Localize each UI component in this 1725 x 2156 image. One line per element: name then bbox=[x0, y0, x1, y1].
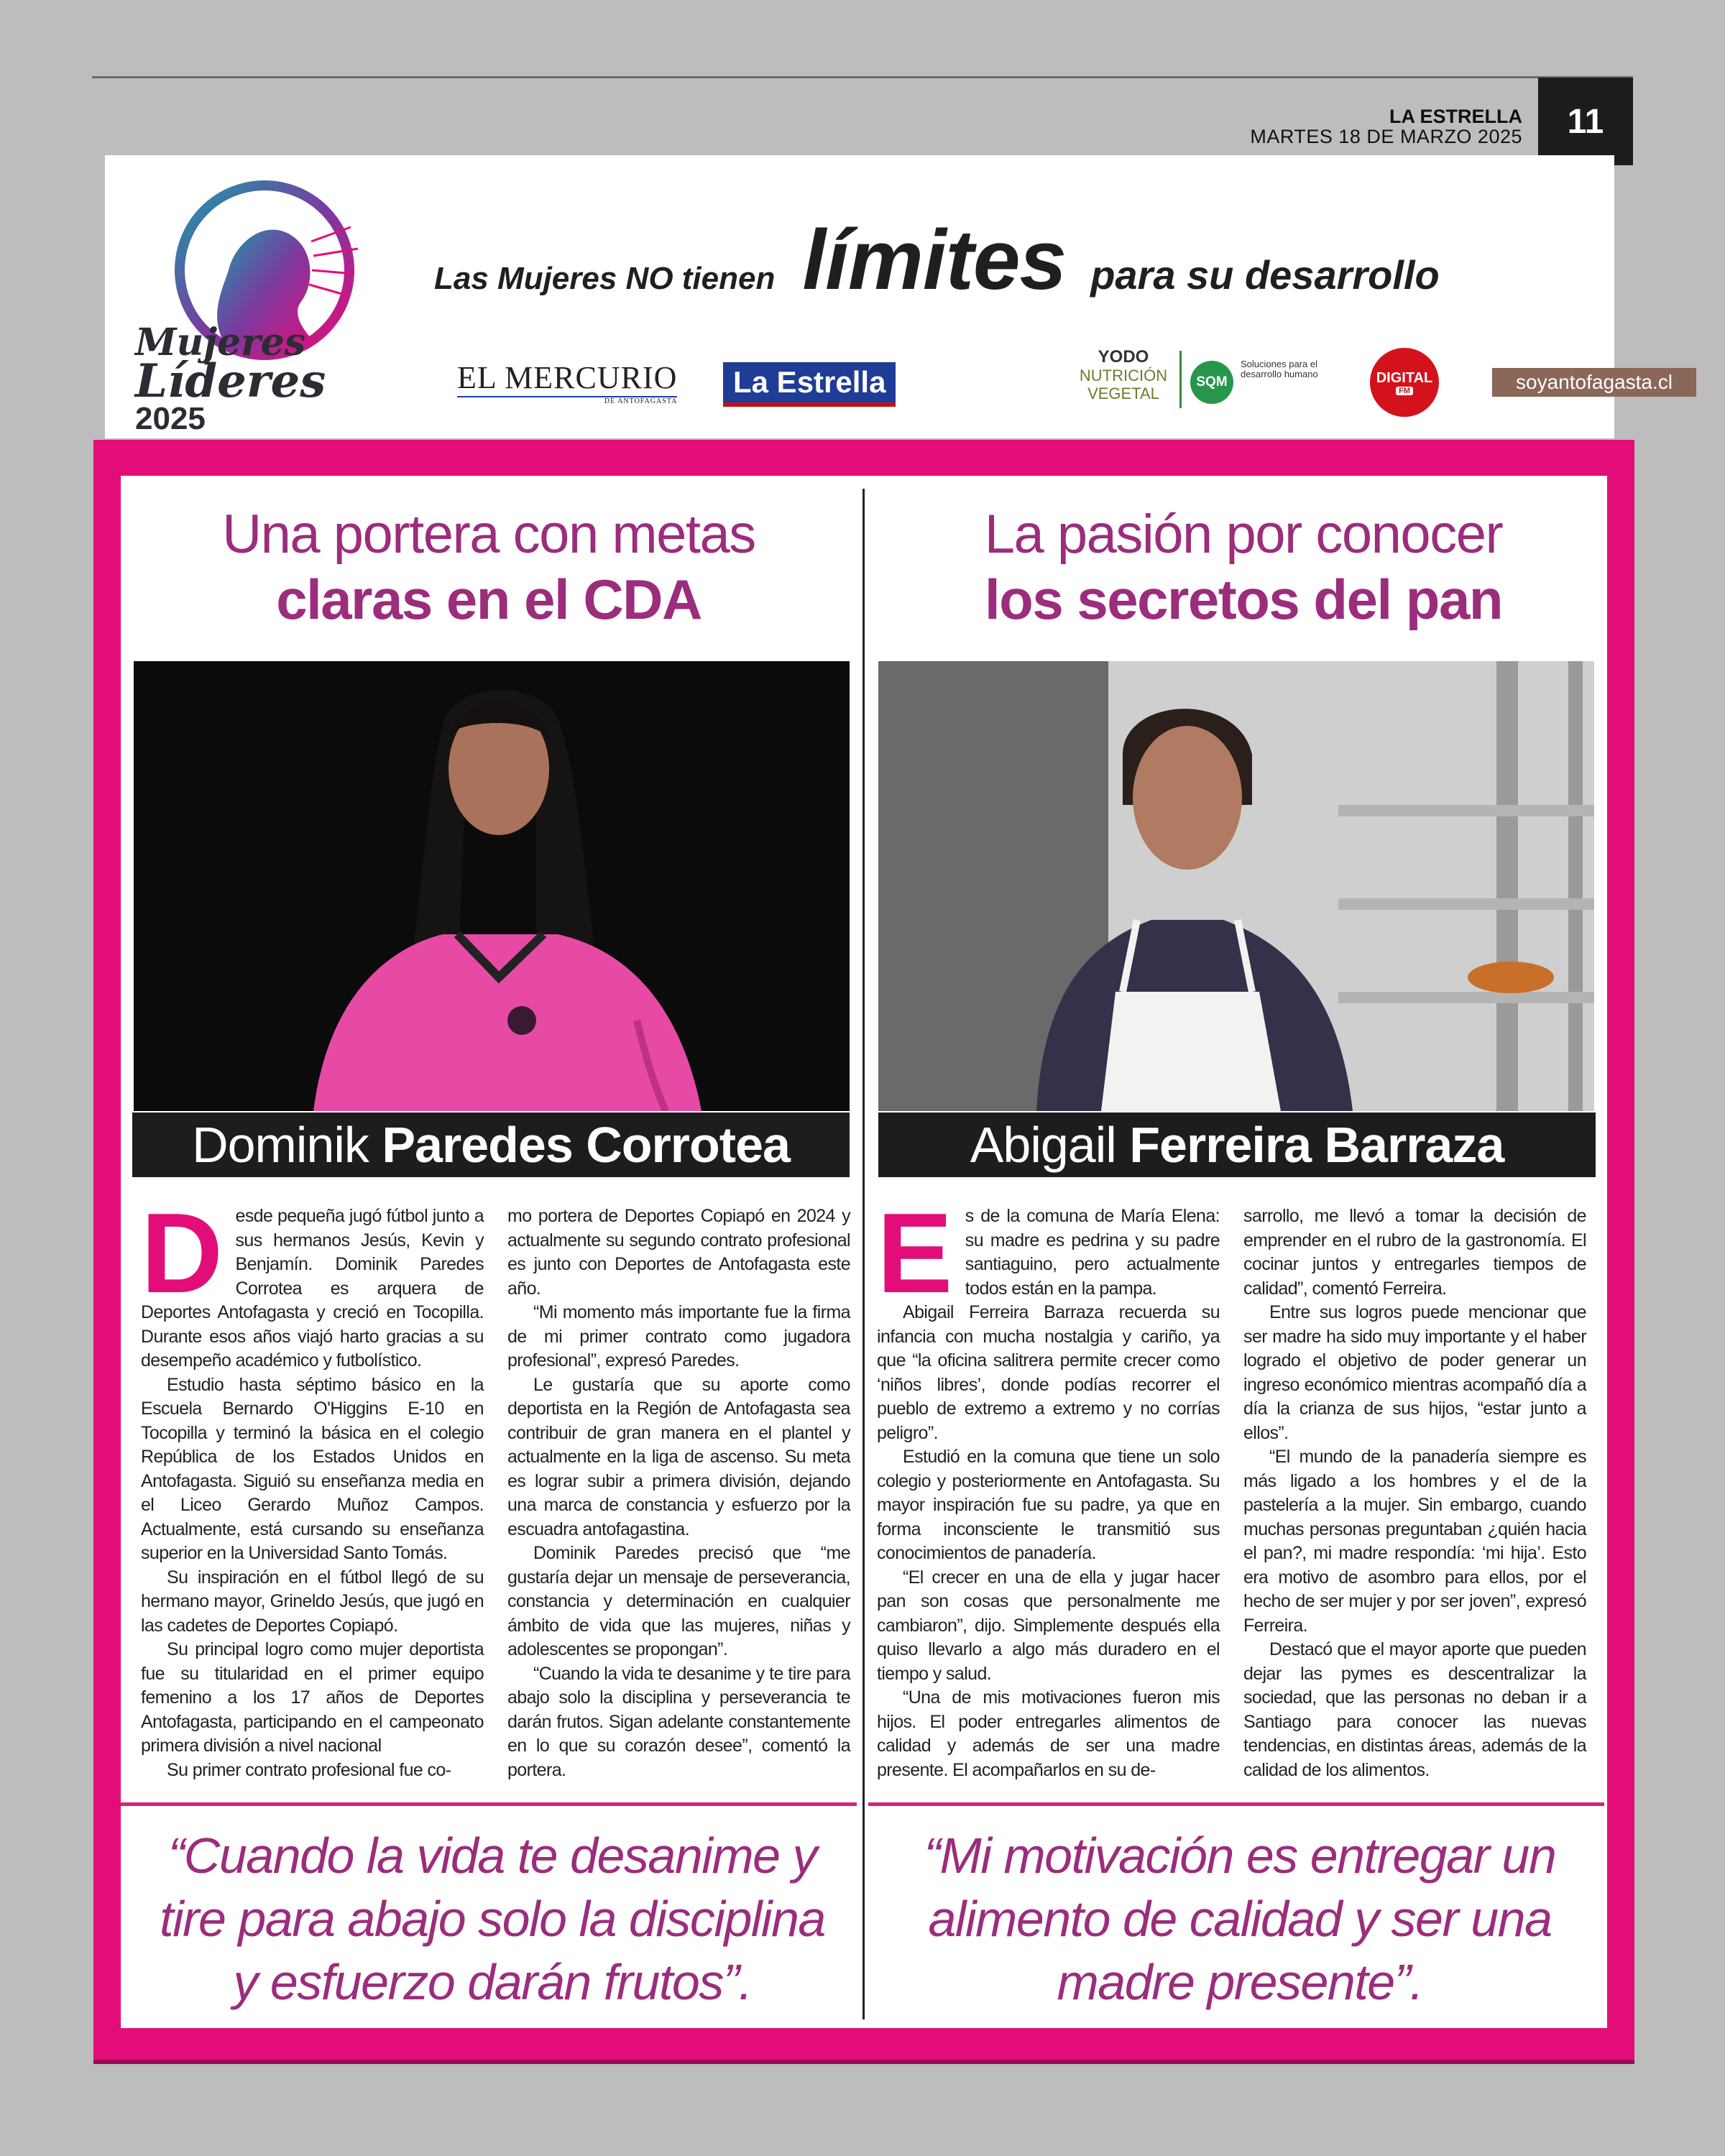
sqm-tagline: Soluciones para el desarrollo humano bbox=[1241, 359, 1318, 380]
page-number: 11 bbox=[1538, 78, 1633, 165]
paragraph: “Una de mis motivaciones fueron mis hijos. El poder entregarles alimentos de calidad y además de ser una madre presente. El acompañarlos en su de- bbox=[877, 1687, 1220, 1780]
logo-year: 2025 bbox=[135, 401, 206, 437]
paragraph: “El mundo de la panadería siempre es más ligado a los hombres y el de la pastelería a la mujer. Sin embargo, cuando muchas personas preguntaban ¿quién hacia el pan?, mi madre respondía: ‘mi hija’. Esto era motivo de asombro para ellos, por el hecho de ser mujer y por ser joven”, expresó Ferreira. bbox=[1243, 1447, 1586, 1636]
el-mercurio-name: EL MERCURIO bbox=[457, 360, 678, 395]
sponsor-divider bbox=[1179, 351, 1182, 408]
right-last-name: Ferreira Barraza bbox=[1129, 1117, 1504, 1173]
tagline-part3: para su desarrollo bbox=[1090, 252, 1440, 298]
digital-label: DIGITAL bbox=[1376, 369, 1433, 386]
tagline-part1: Las Mujeres NO tienen bbox=[434, 261, 776, 296]
yodo-line3: VEGETAL bbox=[1087, 384, 1159, 402]
logo-line2: Líderes bbox=[135, 354, 326, 409]
paragraph: Su inspiración en el fútbol llegó de su hermano mayor, Grineldo Jesús, que jugó en las cadetes de Deportes Copiapó. bbox=[141, 1567, 484, 1636]
el-mercurio-logo bbox=[457, 359, 677, 405]
paragraph: s de la comuna de María Elena: su madre es pedrina y su padre santiaguino, pero actualmente todos están en la pampa. bbox=[965, 1206, 1220, 1299]
baker-photo bbox=[878, 661, 1594, 1111]
right-body-col2 bbox=[1243, 1204, 1586, 1782]
left-name-bar bbox=[132, 1112, 850, 1177]
right-portrait-photo bbox=[878, 661, 1594, 1111]
sponsor-strip bbox=[457, 345, 1673, 417]
tagline-part2: límites bbox=[802, 213, 1067, 308]
sqm-logo: SQM bbox=[1190, 361, 1233, 404]
paragraph: sarrollo, me llevó a tomar la decisión de emprender en el rubro de la gastronomía. El cocinar juntos y entregarles tiempos de calidad”, comentó Ferreira. bbox=[1243, 1206, 1586, 1299]
paragraph: esde pequeña jugó fútbol junto a sus hermanos Jesús, Kevin y Benjamín. Dominik Paredes Corrotea es arquera de Deportes Antofagasta y creció en Tocopilla. Durante esos años viajó harto gracias a su desempeño académico y futbolístico. bbox=[141, 1206, 484, 1370]
paragraph: Dominik Paredes precisó que “me gustaría dejar un mensaje de perseverancia, constancia y determinación en cualquier ámbito de vida que las mujeres, niñas y adolescentes se propongan”. bbox=[507, 1543, 850, 1659]
el-mercurio-sub: DE ANTOFAGASTA bbox=[457, 396, 677, 405]
logo-wordmark bbox=[135, 321, 380, 437]
right-body-col1 bbox=[877, 1190, 1220, 1782]
logo-line1: Mujeres bbox=[135, 321, 306, 364]
right-first-name: Abigail bbox=[970, 1117, 1116, 1173]
soyantofagasta-logo: soyantofagasta.cl bbox=[1492, 368, 1696, 397]
right-dropcap: E bbox=[877, 1190, 952, 1317]
right-title-bold: los secretos del pan bbox=[985, 568, 1502, 631]
la-estrella-logo: La Estrella bbox=[723, 362, 896, 407]
left-article-title bbox=[129, 503, 848, 632]
column-divider bbox=[862, 489, 865, 2019]
issue-date: MARTES 18 DE MARZO 2025 bbox=[1250, 126, 1522, 148]
right-quote-rule bbox=[868, 1802, 1604, 1806]
left-first-name: Dominik bbox=[192, 1117, 369, 1173]
left-quote-rule bbox=[121, 1802, 857, 1806]
digital-fm-label: FM bbox=[1396, 387, 1413, 395]
paragraph: Estudió en la comuna que tiene un solo colegio y posteriormente en Antofagasta. Su mayor inspiración fue su padre, ya que en forma inconsciente le transmitió sus conocimientos de panadería. bbox=[877, 1447, 1220, 1563]
paragraph: Entre sus logros puede mencionar que ser madre ha sido muy importante y el haber logrado el objetivo de poder generar un ingreso económico mientras acompañó día a día la crianza de sus hijos, “estar junto a ellos”. bbox=[1243, 1302, 1586, 1443]
left-dropcap: D bbox=[141, 1190, 223, 1317]
tagline bbox=[434, 211, 1613, 309]
left-pull-quote: “Cuando la vida te desanime y tire para abajo solo la disciplina y esfuerzo darán frutos”. bbox=[160, 1828, 825, 2010]
mujeres-lideres-logo bbox=[121, 177, 380, 437]
right-name-bar bbox=[878, 1112, 1596, 1177]
yodo-line1: YODO bbox=[1098, 347, 1149, 367]
left-title-bold: claras en el CDA bbox=[276, 568, 702, 631]
newspaper-name: LA ESTRELLA bbox=[1389, 106, 1522, 127]
paragraph: “Mi momento más importante fue la firma de mi primer contrato como jugadora profesional”, expresó Paredes. bbox=[507, 1302, 850, 1370]
left-body-col1 bbox=[141, 1190, 484, 1782]
right-article-title bbox=[884, 503, 1603, 632]
paragraph: Su principal logro como mujer deportista fue su titularidad en el primer equipo femenino a los 17 años de Deportes Antofagasta, participando en el campeonato primera división a nivel nacional bbox=[141, 1639, 484, 1756]
right-pull-quote: “Mi motivación es entregar un alimento de calidad y ser una madre presente”. bbox=[924, 1828, 1556, 2010]
paragraph: “El crecer en una de ella y jugar hacer pan son cosas que personalmente me cambiaron”, dijo. Simplemente después ella quiso llevarlo a algo más duradero en el tiempo y salud. bbox=[877, 1567, 1220, 1684]
left-last-name: Paredes Corrotea bbox=[382, 1117, 790, 1173]
left-portrait-photo bbox=[134, 661, 850, 1111]
paragraph: “Cuando la vida te desanime y te tire para abajo solo la disciplina y perseverancia te darán frutos. Sigan adelante constantemente en lo que su corazón desee”, comentó la portera. bbox=[507, 1663, 850, 1780]
digital-fm-logo bbox=[1370, 348, 1439, 417]
left-body-col2 bbox=[507, 1204, 850, 1782]
goalkeeper-photo bbox=[134, 661, 850, 1111]
frame-shadow bbox=[93, 2060, 1634, 2064]
yodo-logo bbox=[1070, 348, 1177, 402]
paragraph: Le gustaría que su aporte como deportista en la Región de Antofagasta sea contribuir de gran manera en el plantel y actualmente en la liga de ascenso. Su meta es lograr subir a primera división, dejando una marca de constancia y esfuerzo por la escuadra antofagastina. bbox=[507, 1374, 850, 1539]
paragraph: mo portera de Deportes Copiapó en 2024 y actualmente su segundo contrato profesional es junto con Deportes de Antofagasta este año. bbox=[507, 1206, 850, 1299]
right-title-light: La pasión por conocer bbox=[984, 504, 1503, 565]
left-title-light: Una portera con metas bbox=[222, 504, 755, 565]
page-header bbox=[1250, 106, 1522, 147]
top-rule bbox=[92, 76, 1633, 78]
yodo-line2: NUTRICIÓN bbox=[1079, 366, 1168, 384]
paragraph: Su primer contrato profesional fue co- bbox=[167, 1759, 451, 1780]
campaign-banner bbox=[105, 155, 1673, 438]
paragraph: Destacó que el mayor aporte que pueden dejar las pymes es descentralizar la sociedad, que las personas no deban ir a Santiago para conocer las nuevas tendencias, en distintas áreas, además de la calidad de los alimentos. bbox=[1243, 1639, 1586, 1780]
paragraph: Abigail Ferreira Barraza recuerda su infancia con mucha nostalgia y cariño, ya que “la oficina salitrera permite crecer como ‘niños libres’, donde podías recorrer el pueblo de extremo a extremo y no corrías peligro”. bbox=[877, 1302, 1220, 1443]
paragraph: Estudio hasta séptimo básico en la Escuela Bernardo O'Higgins E-10 en Tocopilla y terminó la básica en el colegio República de los Estados Unidos en Antofagasta. Siguió su enseñanza media en el Liceo Gerardo Muñoz Campos. Actualmente, está cursando su enseñanza superior en la Universidad Santo Tomás. bbox=[141, 1374, 484, 1563]
